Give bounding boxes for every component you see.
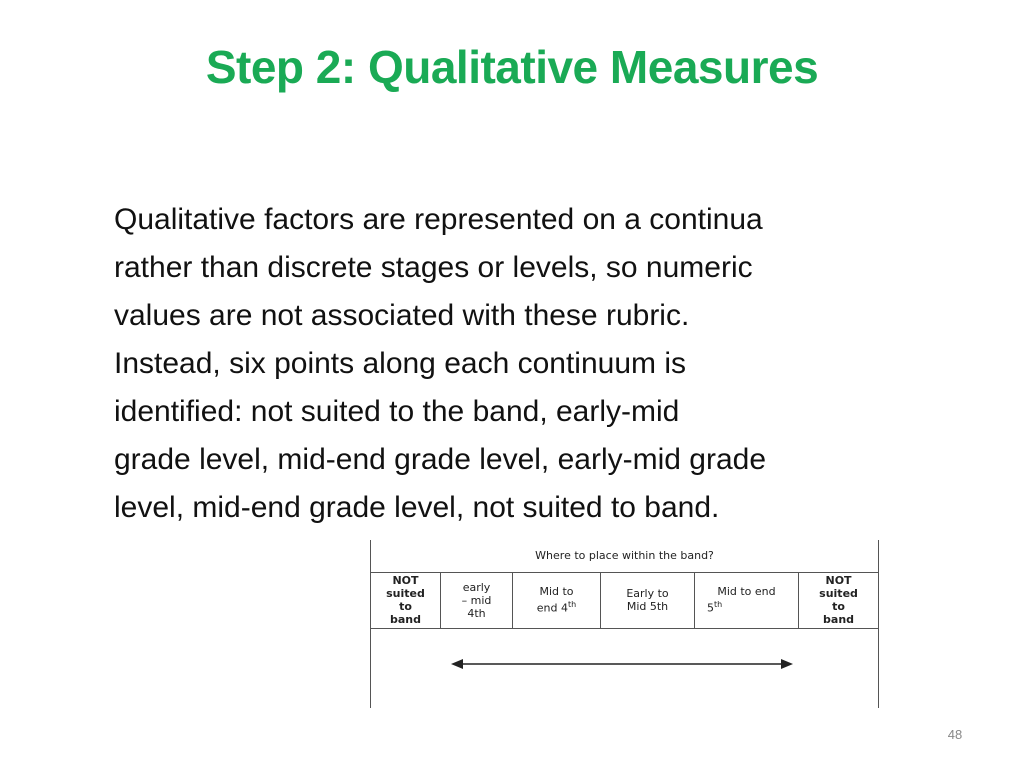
band-placement-table xyxy=(370,540,879,708)
cell-line: to xyxy=(399,600,412,614)
cell-line: NOT xyxy=(825,574,852,588)
double-arrow-icon xyxy=(451,654,793,674)
cell-text: 5 xyxy=(707,602,714,616)
cell-line: 4th xyxy=(467,606,486,620)
paragraph-line: Qualitative factors are represented on a continua xyxy=(114,203,763,236)
superscript: th xyxy=(714,600,723,610)
cell-line: suited xyxy=(386,587,425,601)
paragraph-line: values are not associated with these rubric. xyxy=(114,299,690,332)
column-not-suited-right xyxy=(799,572,879,628)
paragraph-line: rather than discrete stages or levels, so numeric xyxy=(114,251,753,284)
paragraph-line: identified: not suited to the band, early-mid xyxy=(114,395,680,428)
continuum-arrow xyxy=(451,654,793,674)
page-number: 48 xyxy=(947,727,963,742)
slide-title: Step 2: Qualitative Measures xyxy=(205,41,819,93)
cell-line: – mid xyxy=(461,593,492,607)
column-mid-end-5th xyxy=(695,572,799,628)
cell-line: NOT xyxy=(392,574,419,588)
paragraph-line: level, mid-end grade level, not suited to band. xyxy=(114,491,720,524)
cell-line xyxy=(515,598,598,615)
column-not-suited-left xyxy=(371,572,441,628)
cell-line: Mid to end xyxy=(717,585,776,599)
table-header: Where to place within the band? xyxy=(371,540,879,572)
superscript: th xyxy=(568,600,577,610)
cell-line xyxy=(697,598,796,615)
continuum-cell xyxy=(371,628,879,708)
cell-line: Early to xyxy=(626,587,669,601)
cell-text: end 4 xyxy=(536,602,568,616)
cell-line: to xyxy=(832,600,845,614)
cell-line: band xyxy=(823,613,855,627)
column-early-mid-5th xyxy=(601,572,695,628)
cell-line: suited xyxy=(819,587,858,601)
column-early-mid-4th xyxy=(441,572,513,628)
paragraph-line: grade level, mid-end grade level, early-mid grade xyxy=(114,443,767,476)
cell-line: band xyxy=(389,613,421,627)
column-mid-end-4th xyxy=(513,572,601,628)
cell-line: Mid 5th xyxy=(626,600,669,614)
cell-line: Mid to xyxy=(539,585,574,599)
body-paragraph xyxy=(114,196,924,532)
paragraph-line: Instead, six points along each continuum is xyxy=(114,347,687,380)
cell-line: early xyxy=(462,580,491,594)
